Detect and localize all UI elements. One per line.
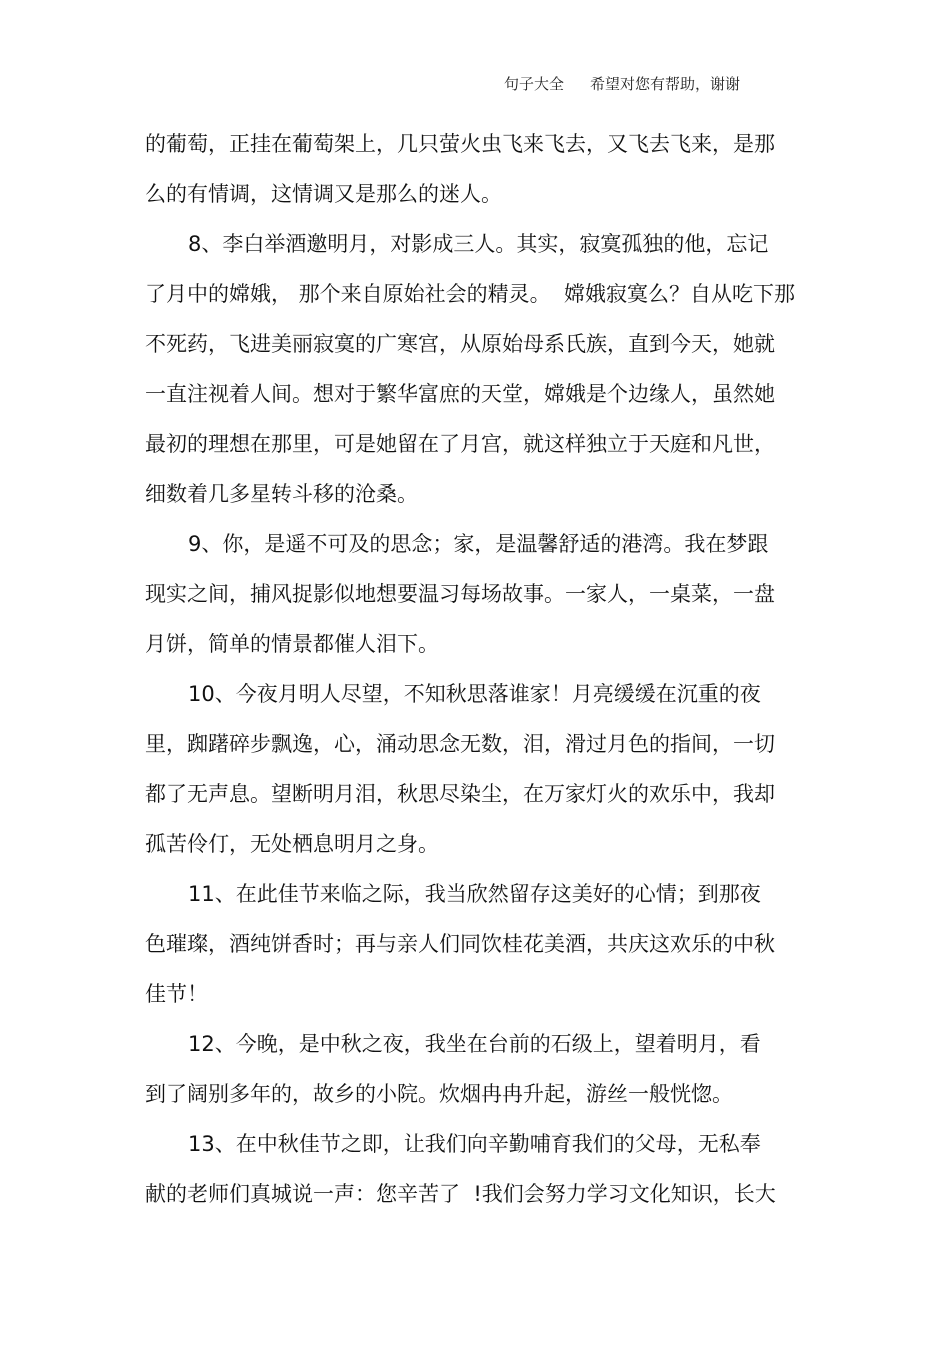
- text-line: 细数着几多星转斗移的沧桑。: [145, 482, 418, 506]
- text-line: 的葡萄，正挂在葡萄架上，几只萤火虫飞来飞去，又飞去飞来，是那: [145, 132, 775, 156]
- text-line: 了月中的嫦娥， 那个来自原始社会的精灵。 嫦娥寂寞么？自从吃下那: [145, 282, 796, 306]
- header-greeting: 希望对您有帮助，谢谢: [590, 75, 741, 93]
- text-line: 里，踟躇碎步飘逸，心，涌动思念无数，泪，滑过月色的指间，一切: [145, 732, 775, 756]
- text-line: 月饼，简单的情景都催人泪下。: [145, 632, 439, 656]
- paragraph-10-start: 10、今夜月明人尽望，不知秋思落谁家！月亮缓缓在沉重的夜: [188, 682, 761, 706]
- paragraph-8-start: 8、李白举酒邀明月，对影成三人。其实，寂寞孤独的他，忘记: [188, 232, 769, 256]
- text-line: 佳节！: [145, 982, 208, 1006]
- header-site-name: 句子大全: [504, 75, 565, 93]
- text-line: 一直注视着人间。想对于繁华富庶的天堂，嫦娥是个边缘人，虽然她: [145, 382, 775, 406]
- paragraph-13-start: 13、在中秋佳节之即，让我们向辛勤哺育我们的父母，无私奉: [188, 1132, 761, 1156]
- text-line: 色璀璨，酒纯饼香时；再与亲人们同饮桂花美酒，共庆这欢乐的中秋: [145, 932, 775, 956]
- text-line: 最初的理想在那里，可是她留在了月宫，就这样独立于天庭和凡世，: [145, 432, 775, 456]
- text-line: 献的老师们真城说一声：您辛苦了 !我们会努力学习文化知识，长大: [145, 1182, 776, 1206]
- text-line: 现实之间，捕风捉影似地想要温习每场故事。一家人，一桌菜，一盘: [145, 582, 775, 606]
- text-line: 都了无声息。望断明月泪，秋思尽染尘，在万家灯火的欢乐中，我却: [145, 782, 775, 806]
- paragraph-9-start: 9、你，是遥不可及的思念；家，是温馨舒适的港湾。我在梦跟: [188, 532, 769, 556]
- text-line: 不死药，飞进美丽寂寞的广寒宫，从原始母系氏族，直到今天，她就: [145, 332, 775, 356]
- text-line: 孤苦伶仃，无处栖息明月之身。: [145, 832, 439, 856]
- paragraph-12-start: 12、今晚，是中秋之夜，我坐在台前的石级上，望着明月，看: [188, 1032, 761, 1056]
- page-header: [504, 74, 740, 94]
- text-line: 到了阔别多年的，故乡的小院。炊烟冉冉升起，游丝一般恍惚。: [145, 1082, 733, 1106]
- paragraph-11-start: 11、在此佳节来临之际，我当欣然留存这美好的心情；到那夜: [188, 882, 761, 906]
- text-line: 么的有情调，这情调又是那么的迷人。: [145, 182, 502, 206]
